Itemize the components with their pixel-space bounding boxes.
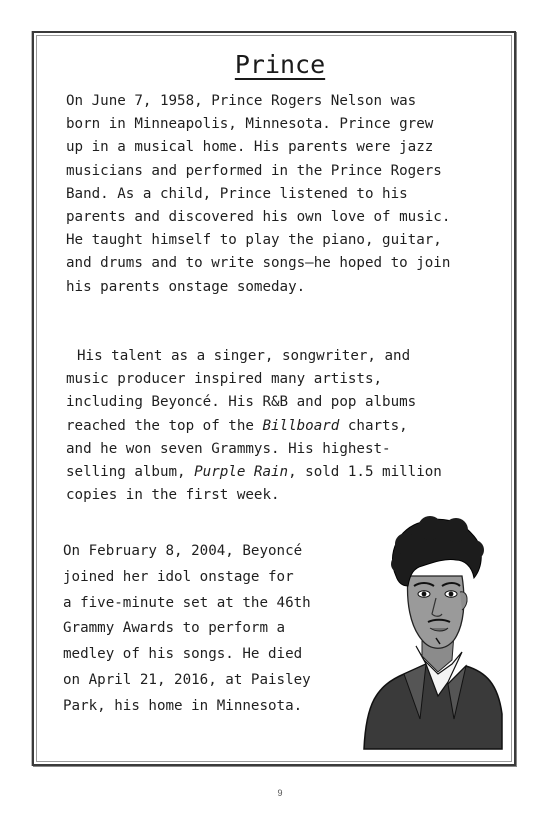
paragraph-2 [66, 345, 442, 507]
text-run: selling album, [66, 464, 195, 481]
text-line: born in Minneapolis, Minnesota. Prince grew [66, 116, 434, 133]
page-title: Prince [234, 50, 326, 79]
italic-title: Purple Rain [194, 464, 289, 481]
text-line: up in a musical home. His parents were jazz [66, 139, 434, 156]
text-line [66, 415, 442, 438]
text-line: medley of his songs. He died [63, 646, 303, 663]
text-line: his parents onstage someday. [66, 278, 306, 295]
text-line [66, 461, 442, 484]
text-line: On June 7, 1958, Prince Rogers Nelson was [66, 93, 417, 109]
text-line: and he won seven Grammys. His highest- [66, 440, 391, 457]
text-line: Park, his home in Minnesota. [63, 697, 303, 714]
text-line: music producer inspired many artists, [66, 371, 383, 388]
text-line: including Beyoncé. His R&B and pop albums [66, 394, 417, 411]
prince-portrait-illustration [356, 514, 506, 754]
text-line: musicians and performed in the Prince Rogers [66, 162, 442, 179]
text-line: parents and discovered his own love of music. [66, 209, 451, 226]
text-line: and drums and to write songs—he hoped to join [66, 255, 451, 272]
text-line: a five-minute set at the 46th [63, 594, 311, 611]
text-line: joined her idol onstage for [63, 568, 294, 585]
italic-title: Billboard [262, 417, 340, 434]
text-line: His talent as a singer, songwriter, and [77, 348, 411, 364]
text-run: reached the top of the [66, 417, 263, 434]
text-line: On February 8, 2004, Beyoncé [63, 543, 303, 559]
paragraph-1 [66, 90, 450, 299]
paragraph-3 [63, 539, 311, 720]
page-number: 9 [277, 788, 283, 798]
text-line: copies in the first week. [66, 487, 280, 504]
text-run: charts, [339, 417, 408, 434]
text-line: on April 21, 2016, at Paisley [63, 671, 311, 688]
text-line: Band. As a child, Prince listened to his [66, 185, 408, 202]
text-line: He taught himself to play the piano, guitar, [66, 232, 442, 249]
text-run: , sold 1.5 million [288, 464, 442, 481]
text-line: Grammy Awards to perform a [63, 620, 286, 637]
